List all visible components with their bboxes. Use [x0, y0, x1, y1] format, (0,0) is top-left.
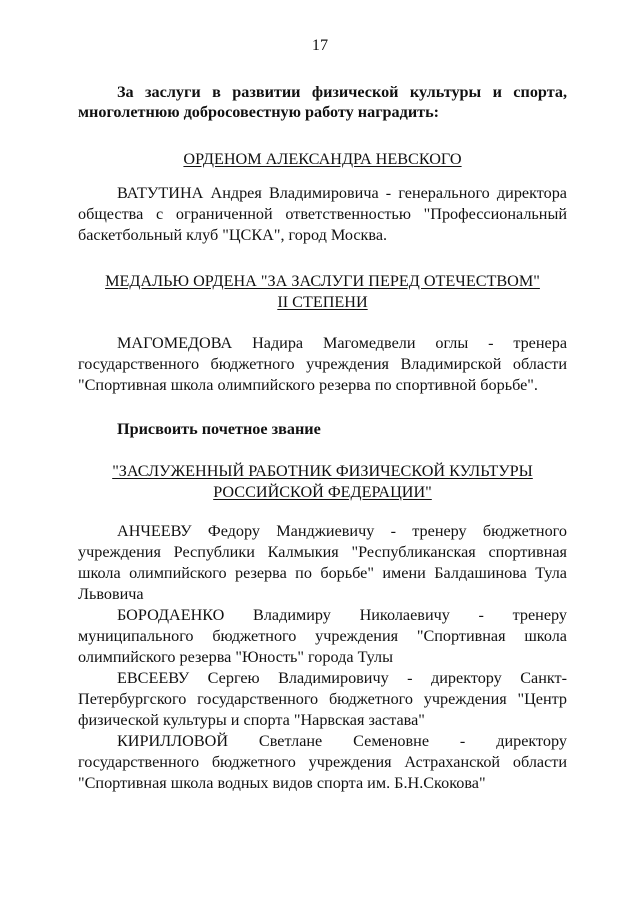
award-intro — [78, 82, 567, 122]
entry-line: Львовича — [78, 585, 144, 603]
medal-entry-magomedov — [78, 333, 567, 396]
entry-line: учреждения Республики Калмыкия "Республиканская спортивная — [78, 543, 567, 561]
page-number: 17 — [311, 36, 329, 54]
nevsky-entry-vatutin — [78, 183, 567, 246]
award-heading-nevsky-text: ОРДЕНОМ АЛЕКСАНДРА НЕВСКОГО — [183, 150, 462, 168]
entry-line: физической культуры и спорта "Нарвская застава" — [78, 711, 425, 729]
award-heading-medal-line-1: МЕДАЛЬЮ ОРДЕНА "ЗА ЗАСЛУГИ ПЕРЕД ОТЕЧЕСТВОМ" — [105, 272, 540, 290]
honorary-title-heading-line-2-wrap — [78, 482, 567, 503]
award-heading-medal-line-2: II СТЕПЕНИ — [277, 293, 368, 311]
entry-line: "Спортивная школа олимпийского резерва по спортивной борьбе". — [78, 376, 538, 394]
honorary-entry-ancheev — [78, 521, 567, 605]
honorary-title-heading — [78, 461, 567, 503]
entry-line: муниципального бюджетного учреждения "Спортивная школа — [78, 627, 567, 645]
award-heading-medal-line-1-wrap — [78, 271, 567, 292]
award-heading-medal-line-2-wrap — [78, 292, 567, 313]
entry-line: БОРОДАЕНКО Владимиру Николаевичу - тренеру — [117, 606, 567, 624]
honorary-title-heading-line-2: РОССИЙСКОЙ ФЕДЕРАЦИИ" — [213, 483, 432, 501]
award-intro-line-2: многолетнюю добросовестную работу наградить: — [78, 103, 440, 121]
award-heading-nevsky — [78, 149, 567, 170]
award-intro-line-1: За заслуги в развитии физической культуры и спорта, — [117, 83, 567, 101]
entry-line: государственного бюджетного учреждения Астраханской области — [78, 753, 567, 771]
honorary-entry-borodaenko — [78, 605, 567, 668]
entry-line: КИРИЛЛОВОЙ Светлане Семеновне - директору — [117, 732, 567, 750]
entry-line: Петербургского государственного бюджетного учреждения "Центр — [78, 690, 567, 708]
honorary-title-heading-line-1: "ЗАСЛУЖЕННЫЙ РАБОТНИК ФИЗИЧЕСКОЙ КУЛЬТУРЫ — [112, 462, 533, 480]
entry-line: "Спортивная школа водных видов спорта им. Б.Н.Скокова" — [78, 774, 486, 792]
entry-line: государственного бюджетного учреждения Владимирской области — [78, 355, 567, 373]
entry-line: АНЧЕЕВУ Федору Манджиевичу - тренеру бюджетного — [117, 522, 567, 540]
honorary-title-intro: Присвоить почетное звание — [117, 420, 321, 438]
entry-line: баскетбольный клуб "ЦСКА", город Москва. — [78, 226, 388, 244]
honorary-entry-kirillova — [78, 731, 567, 794]
award-heading-medal — [78, 271, 567, 313]
document-body — [78, 82, 567, 794]
honorary-entries — [78, 521, 567, 794]
entry-line: общества с ограниченной ответственностью "Профессиональный — [78, 205, 567, 223]
honorary-title-heading-line-1-wrap — [78, 461, 567, 482]
entry-line: ВАТУТИНА Андрея Владимировича - генерального директора — [117, 184, 567, 202]
entry-line: ЕВСЕЕВУ Сергею Владимировичу - директору Санкт- — [117, 669, 567, 687]
entry-line: МАГОМЕДОВА Надира Магомедвели оглы - тренера — [117, 334, 567, 352]
entry-line: олимпийского резерва "Юность" города Тулы — [78, 648, 393, 666]
entry-line: школа олимпийского резерва по борьбе" имени Балдашинова Тула — [78, 564, 567, 582]
honorary-entry-evseev — [78, 668, 567, 731]
